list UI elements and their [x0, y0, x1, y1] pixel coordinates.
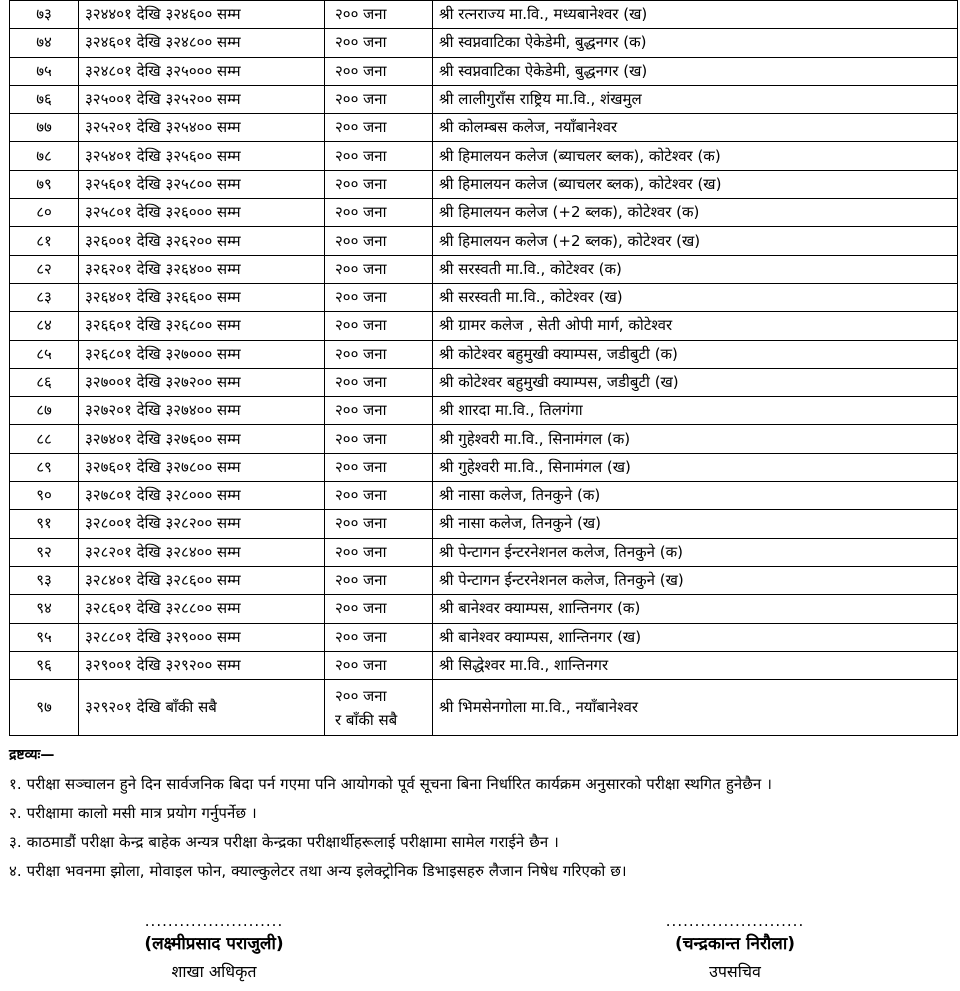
serial-number-cell: ७७	[10, 114, 79, 142]
table-row	[10, 623, 958, 651]
roll-range-cell: ३२५६०१ देखि ३२५८०० सम्म	[79, 170, 325, 198]
exam-center-cell: श्री ग्रामर कलेज , सेती ओपी मार्ग, कोटेश्वर	[433, 312, 958, 340]
roll-range-cell: ३२९००१ देखि ३२९२०० सम्म	[79, 651, 325, 679]
roll-range-cell: ३२५८०१ देखि ३२६००० सम्म	[79, 199, 325, 227]
roll-range-cell: ३२७२०१ देखि ३२७४०० सम्म	[79, 397, 325, 425]
candidate-count-cell: २०० जना	[325, 340, 433, 368]
serial-number-cell: ९५	[10, 623, 79, 651]
candidate-count-line2: र बाँकी सबै	[335, 710, 398, 729]
serial-number-cell: ७४	[10, 29, 79, 57]
exam-center-cell: श्री शारदा मा.वि., तिलगंगा	[433, 397, 958, 425]
exam-center-cell: श्री हिमालयन कलेज (+2 ब्लक), कोटेश्वर (क)	[433, 199, 958, 227]
serial-number-cell: ९३	[10, 566, 79, 594]
serial-number-cell: ९७	[10, 680, 79, 736]
serial-number-cell: ७६	[10, 85, 79, 113]
candidate-count-cell: २०० जना	[325, 255, 433, 283]
candidate-count-line1: २०० जना	[335, 686, 387, 705]
candidate-count-cell: २०० जना	[325, 85, 433, 113]
roll-range-cell: ३२९२०१ देखि बाँकी सबै	[79, 680, 325, 736]
exam-center-cell: श्री सरस्वती मा.वि., कोटेश्वर (क)	[433, 255, 958, 283]
serial-number-cell: ७८	[10, 142, 79, 170]
roll-range-cell: ३२६२०१ देखि ३२६४०० सम्म	[79, 255, 325, 283]
signatory-title-left: शाखा अधिकृत	[171, 962, 257, 981]
candidate-count-cell: २०० जना	[325, 142, 433, 170]
candidate-count-cell: २०० जना	[325, 623, 433, 651]
candidate-count-cell: २०० जना	[325, 538, 433, 566]
serial-number-cell: ७३	[10, 1, 79, 29]
table-row	[10, 227, 958, 255]
candidate-count-cell	[325, 680, 433, 736]
roll-range-cell: ३२८४०१ देखि ३२८६०० सम्म	[79, 566, 325, 594]
note-item-4: ४. परीक्षा भवनमा झोला, मोवाइल फोन, क्याल्कुलेटर तथा अन्य इलेक्ट्रोनिक डिभाइसहरु लैजान निषेध गरिएको छ।	[9, 862, 627, 880]
exam-center-cell: श्री हिमालयन कलेज (ब्याचलर ब्लक), कोटेश्वर (क)	[433, 142, 958, 170]
exam-center-cell: श्री हिमालयन कलेज (+2 ब्लक), कोटेश्वर (ख)	[433, 227, 958, 255]
roll-range-cell: ३२८००१ देखि ३२८२०० सम्म	[79, 510, 325, 538]
candidate-count-cell: २०० जना	[325, 425, 433, 453]
exam-center-cell: श्री भिमसेनगोला मा.वि., नयाँबानेश्वर	[433, 680, 958, 736]
table-row	[10, 595, 958, 623]
candidate-count-cell: २०० जना	[325, 170, 433, 198]
roll-range-cell: ३२८२०१ देखि ३२८४०० सम्म	[79, 538, 325, 566]
serial-number-cell: ८८	[10, 425, 79, 453]
table-row	[10, 397, 958, 425]
candidate-count-cell: २०० जना	[325, 199, 433, 227]
exam-center-table	[9, 0, 958, 736]
table-row	[10, 170, 958, 198]
roll-range-cell: ३२८६०१ देखि ३२८८०० सम्म	[79, 595, 325, 623]
roll-range-cell: ३२७६०१ देखि ३२७८०० सम्म	[79, 453, 325, 481]
table-row	[10, 453, 958, 481]
notes-section	[9, 744, 954, 886]
serial-number-cell: ९२	[10, 538, 79, 566]
serial-number-cell: ८३	[10, 283, 79, 311]
candidate-count-cell: २०० जना	[325, 453, 433, 481]
exam-center-cell: श्री पेन्टागन ईन्टरनेशनल कलेज, तिनकुने (क)	[433, 538, 958, 566]
exam-center-cell: श्री बानेश्वर क्याम्पस, शान्तिनगर (ख)	[433, 623, 958, 651]
table-row	[10, 566, 958, 594]
exam-center-cell: श्री कोटेश्वर बहुमुखी क्याम्पस, जडीबुटी (क)	[433, 340, 958, 368]
signature-line-left: ........................	[144, 912, 284, 930]
notes-title: द्रष्टव्यः—	[9, 747, 55, 763]
note-item-3: ३. काठमाडौं परीक्षा केन्द्र बाहेक अन्यत्र परीक्षा केन्द्रका परीक्षार्थीहरूलाई परीक्षामा सामेल गराईने छैन ।	[9, 833, 559, 851]
roll-range-cell: ३२५४०१ देखि ३२५६०० सम्म	[79, 142, 325, 170]
candidate-count-cell: २०० जना	[325, 482, 433, 510]
table-row	[10, 510, 958, 538]
exam-center-cell: श्री लालीगुराँस राष्ट्रिय मा.वि., शंखमुल	[433, 85, 958, 113]
table-row	[10, 312, 958, 340]
table-row	[10, 283, 958, 311]
candidate-count-cell: २०० जना	[325, 510, 433, 538]
table-row	[10, 255, 958, 283]
candidate-count-cell: २०० जना	[325, 397, 433, 425]
exam-center-cell: श्री स्वप्नवाटिका ऐकेडेमी, बुद्धनगर (क)	[433, 29, 958, 57]
roll-range-cell: ३२६००१ देखि ३२६२०० सम्म	[79, 227, 325, 255]
serial-number-cell: ९१	[10, 510, 79, 538]
table-row	[10, 199, 958, 227]
serial-number-cell: ९४	[10, 595, 79, 623]
exam-center-cell: श्री सरस्वती मा.वि., कोटेश्वर (ख)	[433, 283, 958, 311]
serial-number-cell: ७९	[10, 170, 79, 198]
roll-range-cell: ३२५२०१ देखि ३२५४०० सम्म	[79, 114, 325, 142]
exam-center-cell: श्री गुहेश्वरी मा.वि., सिनामंगल (क)	[433, 425, 958, 453]
roll-range-cell: ३२५००१ देखि ३२५२०० सम्म	[79, 85, 325, 113]
exam-center-cell: श्री गुहेश्वरी मा.वि., सिनामंगल (ख)	[433, 453, 958, 481]
candidate-count-cell: २०० जना	[325, 312, 433, 340]
exam-center-cell: श्री बानेश्वर क्याम्पस, शान्तिनगर (क)	[433, 595, 958, 623]
exam-center-cell: श्री हिमालयन कलेज (ब्याचलर ब्लक), कोटेश्वर (ख)	[433, 170, 958, 198]
serial-number-cell: ८४	[10, 312, 79, 340]
table-row	[10, 482, 958, 510]
signatory-name-right: (चन्द्रकान्त निरौला)	[674, 934, 796, 954]
exam-center-cell: श्री रत्नराज्य मा.वि., मध्यबानेश्वर (ख)	[433, 1, 958, 29]
table-row	[10, 425, 958, 453]
exam-center-cell: श्री पेन्टागन ईन्टरनेशनल कलेज, तिनकुने (ख)	[433, 566, 958, 594]
signature-line-right: ........................	[665, 912, 805, 930]
signatory-title-right: उपसचिव	[709, 962, 761, 981]
exam-center-cell: श्री सिद्धेश्वर मा.वि., शान्तिनगर	[433, 651, 958, 679]
exam-center-cell: श्री नासा कलेज, तिनकुने (ख)	[433, 510, 958, 538]
roll-range-cell: ३२७८०१ देखि ३२८००० सम्म	[79, 482, 325, 510]
table-row	[10, 29, 958, 57]
exam-center-cell: श्री स्वप्नवाटिका ऐकेडेमी, बुद्धनगर (ख)	[433, 57, 958, 85]
exam-center-cell: श्री नासा कलेज, तिनकुने (क)	[433, 482, 958, 510]
candidate-count-cell: २०० जना	[325, 114, 433, 142]
table-row	[10, 57, 958, 85]
candidate-count-cell: २०० जना	[325, 227, 433, 255]
exam-center-table-body	[10, 1, 958, 736]
roll-range-cell: ३२७४०१ देखि ३२७६०० सम्म	[79, 425, 325, 453]
roll-range-cell: ३२४६०१ देखि ३२४८०० सम्म	[79, 29, 325, 57]
table-row	[10, 142, 958, 170]
serial-number-cell: ८६	[10, 368, 79, 396]
serial-number-cell: ७५	[10, 57, 79, 85]
table-row	[10, 368, 958, 396]
table-row	[10, 651, 958, 679]
table-row	[10, 1, 958, 29]
signature-block-right	[605, 912, 865, 986]
roll-range-cell: ३२८८०१ देखि ३२९००० सम्म	[79, 623, 325, 651]
serial-number-cell: ८९	[10, 453, 79, 481]
roll-range-cell: ३२४८०१ देखि ३२५००० सम्म	[79, 57, 325, 85]
roll-range-cell: ३२४४०१ देखि ३२४६०० सम्म	[79, 1, 325, 29]
serial-number-cell: ९०	[10, 482, 79, 510]
candidate-count-cell: २०० जना	[325, 651, 433, 679]
serial-number-cell: ८०	[10, 199, 79, 227]
signatory-name-left: (लक्ष्मीप्रसाद पराजुली)	[144, 934, 284, 954]
note-item-2: २. परीक्षामा कालो मसी मात्र प्रयोग गर्नुपर्नेछ ।	[9, 804, 257, 822]
serial-number-cell: ८७	[10, 397, 79, 425]
candidate-count-cell: २०० जना	[325, 368, 433, 396]
table-row	[10, 340, 958, 368]
exam-center-cell: श्री कोटेश्वर बहुमुखी क्याम्पस, जडीबुटी (ख)	[433, 368, 958, 396]
roll-range-cell: ३२६८०१ देखि ३२७००० सम्म	[79, 340, 325, 368]
serial-number-cell: ८१	[10, 227, 79, 255]
exam-center-cell: श्री कोलम्बस कलेज, नयाँबानेश्वर	[433, 114, 958, 142]
candidate-count-cell: २०० जना	[325, 57, 433, 85]
roll-range-cell: ३२७००१ देखि ३२७२०० सम्म	[79, 368, 325, 396]
candidate-count-cell: २०० जना	[325, 283, 433, 311]
exam-center-table-wrapper	[9, 0, 957, 736]
table-row	[10, 538, 958, 566]
signature-block-left	[84, 912, 344, 986]
roll-range-cell: ३२६६०१ देखि ३२६८०० सम्म	[79, 312, 325, 340]
table-row	[10, 114, 958, 142]
note-item-1: १. परीक्षा सञ्चालन हुने दिन सार्वजनिक बिदा पर्न गएमा पनि आयोगको पूर्व सूचना बिना निर्धारित कार्यक्रम अनुसारको परीक्षा स्थगित हुनेछैन ।	[9, 775, 773, 793]
serial-number-cell: ९६	[10, 651, 79, 679]
candidate-count-cell: २०० जना	[325, 595, 433, 623]
table-row-last	[10, 680, 958, 736]
table-row	[10, 85, 958, 113]
roll-range-cell: ३२६४०१ देखि ३२६६०० सम्म	[79, 283, 325, 311]
candidate-count-cell: २०० जना	[325, 566, 433, 594]
candidate-count-cell: २०० जना	[325, 1, 433, 29]
candidate-count-cell: २०० जना	[325, 29, 433, 57]
serial-number-cell: ८२	[10, 255, 79, 283]
serial-number-cell: ८५	[10, 340, 79, 368]
